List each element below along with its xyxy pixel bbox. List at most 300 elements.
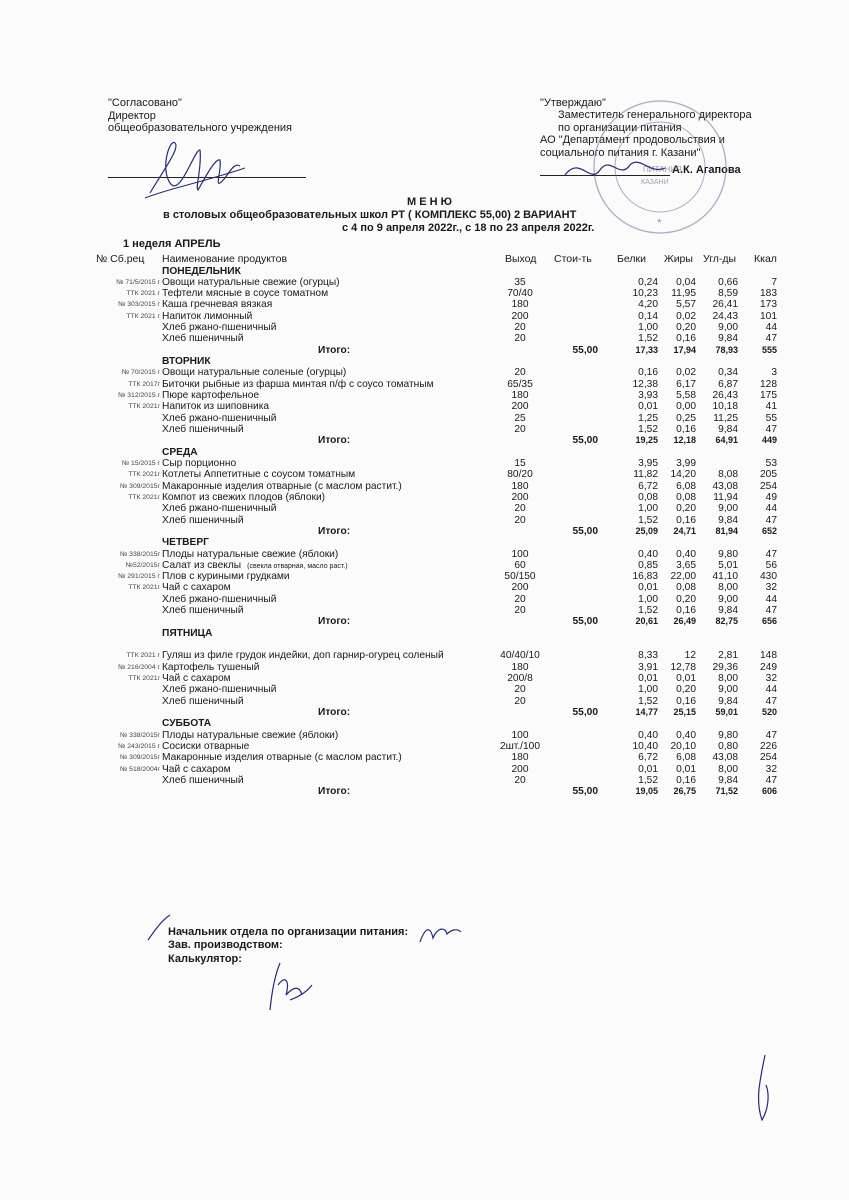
table-row bbox=[0, 367, 849, 378]
portion-yield: 20 bbox=[514, 593, 526, 605]
day-name: СУББОТА bbox=[162, 718, 212, 730]
carb-value: 43,08 bbox=[712, 480, 738, 492]
total-label: Итого: bbox=[318, 525, 351, 537]
dish-name: Овощи натуральные свежие (огурцы) bbox=[162, 276, 340, 288]
kcal-value: 101 bbox=[760, 310, 777, 322]
protein-value: 0,16 bbox=[638, 367, 658, 379]
dish-name: Хлеб пшеничный bbox=[162, 423, 244, 435]
kcal-value: 55 bbox=[765, 412, 777, 424]
approval-right-line4: АО "Департамент продовольствия и bbox=[540, 134, 725, 146]
total-label: Итого: bbox=[318, 616, 351, 628]
recipe-code: №52/2015г bbox=[125, 561, 160, 569]
approval-left bbox=[108, 97, 292, 135]
protein-value: 0,01 bbox=[638, 582, 658, 594]
dish-name: Хлеб ржано-пшеничный bbox=[162, 684, 277, 696]
recipe-code: № 243/2015 г bbox=[118, 742, 160, 750]
total-row bbox=[0, 616, 849, 627]
table-row bbox=[0, 560, 849, 571]
portion-yield: 20 bbox=[514, 367, 526, 379]
fat-value: 11,95 bbox=[671, 288, 696, 300]
protein-value: 1,00 bbox=[638, 593, 658, 605]
table-row bbox=[0, 311, 849, 322]
total-ugl: 64,91 bbox=[715, 435, 738, 446]
signature-mark-4 bbox=[740, 1050, 780, 1130]
fat-value: 0,08 bbox=[676, 582, 696, 594]
carb-value: 9,84 bbox=[718, 423, 738, 435]
recipe-code: ТТК 2021г bbox=[128, 403, 160, 411]
protein-value: 16,83 bbox=[632, 571, 658, 583]
table-row bbox=[0, 515, 849, 526]
protein-value: 6,72 bbox=[638, 480, 658, 492]
carb-value: 8,00 bbox=[718, 582, 738, 594]
protein-value: 1,25 bbox=[638, 412, 658, 424]
day-heading bbox=[0, 718, 849, 729]
carb-value: 11,94 bbox=[713, 491, 738, 503]
total-cost: 55,00 bbox=[572, 616, 598, 628]
dish-name: Чай с сахаром bbox=[162, 763, 231, 775]
dish-name-text: Салат из свеклы bbox=[162, 559, 242, 571]
carb-value: 8,00 bbox=[718, 673, 738, 685]
kcal-value: 47 bbox=[765, 423, 777, 435]
recipe-code: № 309/2015г bbox=[119, 754, 160, 762]
carb-value: 8,00 bbox=[718, 763, 738, 775]
kcal-value: 3 bbox=[771, 367, 777, 379]
carb-value: 11,25 bbox=[713, 412, 738, 424]
col-code: № Сб.рец bbox=[96, 253, 145, 265]
total-row bbox=[0, 707, 849, 718]
carb-value: 0,66 bbox=[718, 276, 738, 288]
table-row bbox=[0, 741, 849, 752]
protein-value: 3,95 bbox=[638, 457, 658, 469]
table-row bbox=[0, 469, 849, 480]
fat-value: 12 bbox=[684, 650, 696, 662]
carb-value: 6,87 bbox=[718, 378, 738, 390]
fat-value: 0,20 bbox=[676, 322, 696, 334]
recipe-code: № 338/2015г bbox=[119, 550, 160, 558]
recipe-code: ТТК 2021г bbox=[128, 584, 160, 592]
protein-value: 0,01 bbox=[638, 763, 658, 775]
col-zhiry: Жиры bbox=[664, 253, 693, 265]
total-label: Итого: bbox=[318, 344, 351, 356]
dish-name: Котлеты Аппетитные с соусом томатным bbox=[162, 469, 356, 481]
recipe-code: ТТК 2021 г bbox=[126, 312, 160, 320]
total-ugl: 81,94 bbox=[715, 525, 738, 536]
total-ugl: 78,93 bbox=[715, 344, 738, 355]
fat-value: 0,02 bbox=[676, 367, 696, 379]
total-cost: 55,00 bbox=[572, 525, 598, 537]
dish-note: (свекла отварная, масло раст.) bbox=[247, 562, 348, 570]
recipe-code: № 70/2015 г bbox=[121, 369, 160, 377]
col-ugl: Угл-ды bbox=[703, 253, 737, 265]
protein-value: 3,93 bbox=[638, 390, 658, 402]
total-belki: 19,05 bbox=[635, 786, 658, 797]
kcal-value: 254 bbox=[760, 752, 777, 764]
fat-value: 20,10 bbox=[670, 740, 696, 752]
portion-yield: 60 bbox=[514, 559, 526, 571]
total-zhiry: 24,71 bbox=[673, 525, 696, 536]
kcal-value: 47 bbox=[765, 548, 777, 560]
portion-yield: 2шт./100 bbox=[499, 740, 541, 752]
fat-value: 0,01 bbox=[676, 763, 696, 775]
carb-value: 9,84 bbox=[718, 774, 738, 786]
total-row bbox=[0, 435, 849, 446]
fat-value: 5,58 bbox=[676, 390, 696, 402]
total-label: Итого: bbox=[318, 786, 351, 798]
fat-value: 0,40 bbox=[676, 548, 696, 560]
portion-yield: 180 bbox=[511, 390, 529, 402]
protein-value: 0,08 bbox=[638, 491, 658, 503]
fat-value: 5,57 bbox=[676, 299, 696, 311]
total-belki: 17,33 bbox=[635, 344, 658, 355]
portion-yield: 20 bbox=[514, 514, 526, 526]
carb-value: 9,00 bbox=[718, 593, 738, 605]
total-zhiry: 25,15 bbox=[673, 706, 696, 717]
dish-name: Хлеб пшеничный bbox=[162, 605, 244, 617]
recipe-code: № 71/5/2015 г bbox=[116, 278, 160, 286]
dish-name: Хлеб ржано-пшеничный bbox=[162, 593, 277, 605]
day-name: ПЯТНИЦА bbox=[162, 627, 213, 639]
portion-yield: 15 bbox=[514, 457, 526, 469]
total-belki: 14,77 bbox=[635, 706, 658, 717]
fat-value: 3,65 bbox=[676, 559, 696, 571]
approval-left-line3: общеобразовательного учреждения bbox=[108, 122, 292, 134]
fat-value: 0,16 bbox=[676, 695, 696, 707]
dish-name: Хлеб пшеничный bbox=[162, 333, 244, 345]
portion-yield: 200 bbox=[511, 582, 529, 594]
dish-name: Пюре картофельное bbox=[162, 390, 260, 402]
day-heading bbox=[0, 537, 849, 548]
kcal-value: 32 bbox=[765, 763, 777, 775]
approval-right-line2: Заместитель генерального директора bbox=[558, 109, 752, 121]
portion-yield: 20 bbox=[514, 605, 526, 617]
dish-name: Компот из свежих плодов (яблоки) bbox=[162, 491, 326, 503]
dish-name: Плоды натуральные свежие (яблоки) bbox=[162, 548, 339, 560]
portion-yield: 100 bbox=[511, 548, 529, 560]
dish-name: Гуляш из филе грудок индейки, доп гарнир-огурец соленый bbox=[162, 650, 444, 662]
table-row bbox=[0, 571, 849, 582]
table-row bbox=[0, 662, 849, 673]
dish-name: Плов с куриными грудками bbox=[162, 571, 290, 583]
table-row bbox=[0, 775, 849, 786]
week-label: 1 неделя АПРЕЛЬ bbox=[123, 238, 221, 250]
carb-value: 41,10 bbox=[712, 571, 738, 583]
table-row bbox=[0, 458, 849, 469]
protein-value: 12,38 bbox=[632, 378, 658, 390]
fat-value: 0,16 bbox=[676, 605, 696, 617]
protein-value: 1,52 bbox=[638, 774, 658, 786]
protein-value: 1,00 bbox=[638, 503, 658, 515]
protein-value: 1,52 bbox=[638, 333, 658, 345]
total-kcal: 449 bbox=[761, 435, 777, 446]
table-row bbox=[0, 752, 849, 763]
table-row bbox=[0, 390, 849, 401]
fat-value: 3,99 bbox=[676, 457, 696, 469]
carb-value: 9,00 bbox=[718, 684, 738, 696]
kcal-value: 148 bbox=[760, 650, 777, 662]
carb-value: 0,80 bbox=[718, 740, 738, 752]
protein-value: 1,00 bbox=[638, 684, 658, 696]
kcal-value: 47 bbox=[765, 514, 777, 526]
table-row bbox=[0, 413, 849, 424]
menu-dates: с 4 по 9 апреля 2022г., с 18 по 23 апреля 2022г. bbox=[342, 222, 595, 234]
kcal-value: 44 bbox=[765, 593, 777, 605]
approval-right-line1: "Утверждаю" bbox=[540, 97, 606, 109]
day-name: ЧЕТВЕРГ bbox=[162, 537, 209, 549]
kcal-value: 249 bbox=[760, 661, 777, 673]
carb-value: 10,18 bbox=[712, 401, 738, 413]
protein-value: 4,20 bbox=[638, 299, 658, 311]
menu-title: М Е Н Ю bbox=[407, 196, 452, 208]
table-row bbox=[0, 730, 849, 741]
portion-yield: 100 bbox=[511, 729, 529, 741]
recipe-code: ТТК 2017г bbox=[128, 380, 160, 388]
fat-value: 0,04 bbox=[676, 276, 696, 288]
fat-value: 0,16 bbox=[676, 333, 696, 345]
total-row bbox=[0, 526, 849, 537]
dish-name: Сыр порционно bbox=[162, 457, 237, 469]
table-row bbox=[0, 650, 849, 661]
total-label: Итого: bbox=[318, 435, 351, 447]
table-row bbox=[0, 288, 849, 299]
total-ugl: 71,52 bbox=[715, 786, 738, 797]
recipe-code: ТТК 2021 г bbox=[126, 290, 160, 298]
dish-name: Каша гречневая вязкая bbox=[162, 299, 273, 311]
total-ugl: 82,75 bbox=[715, 616, 738, 627]
table-row bbox=[0, 322, 849, 333]
total-kcal: 520 bbox=[761, 706, 777, 717]
dish-name: Хлеб пшеничный bbox=[162, 774, 244, 786]
table-row bbox=[0, 605, 849, 616]
dish-name: Картофель тушеный bbox=[162, 661, 260, 673]
total-cost: 55,00 bbox=[572, 786, 598, 798]
dish-name: Хлеб пшеничный bbox=[162, 695, 244, 707]
kcal-value: 32 bbox=[765, 582, 777, 594]
fat-value: 0,20 bbox=[676, 503, 696, 515]
fat-value: 14,20 bbox=[670, 469, 696, 481]
protein-value: 0,14 bbox=[638, 310, 658, 322]
carb-value: 9,84 bbox=[718, 514, 738, 526]
carb-value: 9,00 bbox=[718, 322, 738, 334]
portion-yield: 20 bbox=[514, 423, 526, 435]
total-belki: 25,09 bbox=[635, 525, 658, 536]
total-belki: 19,25 bbox=[635, 435, 658, 446]
spacer-row bbox=[0, 639, 849, 650]
protein-value: 1,52 bbox=[638, 423, 658, 435]
fat-value: 0,25 bbox=[676, 412, 696, 424]
day-name: ПОНЕДЕЛЬНИК bbox=[162, 265, 241, 277]
carb-value: 26,43 bbox=[712, 390, 738, 402]
protein-value: 0,24 bbox=[638, 276, 658, 288]
footer-line2: Зав. производством: bbox=[168, 939, 283, 951]
dish-name: Плоды натуральные свежие (яблоки) bbox=[162, 729, 339, 741]
total-kcal: 606 bbox=[761, 786, 777, 797]
fat-value: 6,17 bbox=[676, 378, 696, 390]
protein-value: 1,00 bbox=[638, 322, 658, 334]
recipe-code: № 291/2015 г bbox=[118, 573, 160, 581]
dish-name: Биточки рыбные из фарша минтая п/ф с соусо томатным bbox=[162, 378, 434, 390]
fat-value: 0,20 bbox=[676, 684, 696, 696]
total-zhiry: 12,18 bbox=[673, 435, 696, 446]
kcal-value: 44 bbox=[765, 684, 777, 696]
protein-value: 3,91 bbox=[638, 661, 658, 673]
recipe-code: ТТК 2021г bbox=[128, 471, 160, 479]
dish-name: Макаронные изделия отварные (с маслом растит.) bbox=[162, 480, 402, 492]
portion-yield: 180 bbox=[511, 299, 529, 311]
dish-name: Напиток из шиповника bbox=[162, 401, 270, 413]
kcal-value: 49 bbox=[765, 491, 777, 503]
approval-right-line3: по организации питания bbox=[558, 121, 682, 134]
carb-value: 9,80 bbox=[718, 729, 738, 741]
kcal-value: 41 bbox=[765, 401, 777, 413]
total-belki: 20,61 bbox=[635, 616, 658, 627]
total-label: Итого: bbox=[318, 706, 351, 718]
total-cost: 55,00 bbox=[572, 706, 598, 718]
carb-value: 5,01 bbox=[718, 559, 738, 571]
kcal-value: 44 bbox=[765, 503, 777, 515]
fat-value: 22,00 bbox=[670, 571, 696, 583]
carb-value: 0,34 bbox=[718, 367, 738, 379]
recipe-code: № 518/2004г bbox=[119, 765, 160, 773]
table-row bbox=[0, 594, 849, 605]
total-cost: 55,00 bbox=[572, 344, 598, 356]
day-heading bbox=[0, 356, 849, 367]
carb-value: 8,59 bbox=[718, 288, 738, 300]
col-belki: Белки bbox=[617, 253, 646, 265]
total-cost: 55,00 bbox=[572, 435, 598, 447]
recipe-code: № 303/2015 г bbox=[118, 301, 160, 309]
day-name: СРЕДА bbox=[162, 446, 198, 458]
footer-line3: Калькулятор: bbox=[168, 953, 242, 965]
kcal-value: 175 bbox=[760, 390, 777, 402]
recipe-code: № 309/2015г bbox=[119, 482, 160, 490]
kcal-value: 47 bbox=[765, 333, 777, 345]
dish-name: Чай с сахаром bbox=[162, 582, 231, 594]
recipe-code: ТТК 2021 г bbox=[126, 652, 160, 660]
signature-right bbox=[560, 150, 670, 190]
kcal-value: 128 bbox=[760, 378, 777, 390]
recipe-code: ТТК 2021г bbox=[128, 493, 160, 501]
col-cost: Стои-ть bbox=[554, 253, 592, 265]
protein-value: 1,52 bbox=[638, 514, 658, 526]
approval-signer: А.К. Агапова bbox=[672, 164, 741, 176]
portion-yield: 20 bbox=[514, 333, 526, 345]
dish-name: Чай с сахаром bbox=[162, 673, 231, 685]
table-row bbox=[0, 492, 849, 503]
table-row bbox=[0, 277, 849, 288]
table-row bbox=[0, 333, 849, 344]
table-row bbox=[0, 582, 849, 593]
portion-yield: 200 bbox=[511, 401, 529, 413]
portion-yield: 180 bbox=[511, 752, 529, 764]
carb-value: 26,41 bbox=[712, 299, 738, 311]
kcal-value: 56 bbox=[765, 559, 777, 571]
carb-value: 2,81 bbox=[718, 650, 738, 662]
protein-value: 6,72 bbox=[638, 752, 658, 764]
kcal-value: 254 bbox=[760, 480, 777, 492]
dish-name: Хлеб ржано-пшеничный bbox=[162, 503, 277, 515]
carb-value: 9,00 bbox=[718, 503, 738, 515]
table-row bbox=[0, 673, 849, 684]
svg-text:ПИТАНИЯ: ПИТАНИЯ bbox=[643, 165, 682, 174]
carb-value: 9,84 bbox=[718, 695, 738, 707]
signature-mark-1 bbox=[140, 910, 180, 950]
svg-text:КАЗАНИ: КАЗАНИ bbox=[641, 179, 669, 186]
fat-value: 0,08 bbox=[676, 491, 696, 503]
table-row bbox=[0, 696, 849, 707]
portion-yield: 25 bbox=[514, 412, 526, 424]
signature-mark-2 bbox=[415, 920, 465, 950]
day-name: ВТОРНИК bbox=[162, 356, 211, 368]
portion-yield: 20 bbox=[514, 503, 526, 515]
dish-name: Хлеб ржано-пшеничный bbox=[162, 322, 277, 334]
table-row bbox=[0, 299, 849, 310]
dish-name: Макаронные изделия отварные (с маслом растит.) bbox=[162, 752, 402, 764]
svg-text:*: * bbox=[657, 216, 662, 230]
recipe-code: № 338/2015г bbox=[119, 731, 160, 739]
portion-yield: 40/40/10 bbox=[500, 650, 540, 662]
table-row bbox=[0, 481, 849, 492]
carb-value: 9,80 bbox=[718, 548, 738, 560]
protein-value: 1,52 bbox=[638, 605, 658, 617]
protein-value: 10,23 bbox=[632, 288, 658, 300]
carb-value: 9,84 bbox=[718, 605, 738, 617]
portion-yield: 50/150 bbox=[504, 571, 536, 583]
carb-value: 8,08 bbox=[718, 469, 738, 481]
portion-yield: 200 bbox=[511, 491, 529, 503]
day-heading bbox=[0, 628, 849, 639]
fat-value: 0,02 bbox=[676, 310, 696, 322]
kcal-value: 47 bbox=[765, 774, 777, 786]
approval-left-line2: Директор bbox=[108, 109, 156, 122]
portion-yield: 200 bbox=[511, 310, 529, 322]
portion-yield: 35 bbox=[514, 276, 526, 288]
portion-yield: 180 bbox=[511, 661, 529, 673]
kcal-value: 183 bbox=[760, 288, 777, 300]
total-zhiry: 26,49 bbox=[673, 616, 696, 627]
day-heading bbox=[0, 266, 849, 277]
fat-value: 6,08 bbox=[676, 480, 696, 492]
kcal-value: 44 bbox=[765, 322, 777, 334]
total-row bbox=[0, 345, 849, 356]
dish-name: Хлеб ржано-пшеничный bbox=[162, 412, 277, 424]
portion-yield: 70/40 bbox=[507, 288, 533, 300]
table-row bbox=[0, 379, 849, 390]
fat-value: 0,01 bbox=[676, 673, 696, 685]
fat-value: 0,16 bbox=[676, 423, 696, 435]
dish-name: Хлеб пшеничный bbox=[162, 514, 244, 526]
kcal-value: 47 bbox=[765, 729, 777, 741]
fat-value: 0,40 bbox=[676, 729, 696, 741]
recipe-code: ТТК 2021г bbox=[128, 675, 160, 683]
carb-value: 24,43 bbox=[712, 310, 738, 322]
day-heading bbox=[0, 447, 849, 458]
total-kcal: 652 bbox=[761, 525, 777, 536]
total-row bbox=[0, 786, 849, 797]
dish-name: Овощи натуральные соленые (огурцы) bbox=[162, 367, 347, 379]
table-row bbox=[0, 764, 849, 775]
protein-value: 0,40 bbox=[638, 729, 658, 741]
col-vyhod: Выход bbox=[505, 253, 537, 265]
kcal-value: 47 bbox=[765, 605, 777, 617]
kcal-value: 53 bbox=[765, 457, 777, 469]
dish-name: Сосиски отварные bbox=[162, 740, 250, 752]
fat-value: 0,16 bbox=[676, 774, 696, 786]
recipe-code: № 312/2015 г bbox=[118, 392, 160, 400]
portion-yield: 200 bbox=[511, 763, 529, 775]
kcal-value: 205 bbox=[760, 469, 777, 481]
total-kcal: 656 bbox=[761, 616, 777, 627]
fat-value: 0,16 bbox=[676, 514, 696, 526]
